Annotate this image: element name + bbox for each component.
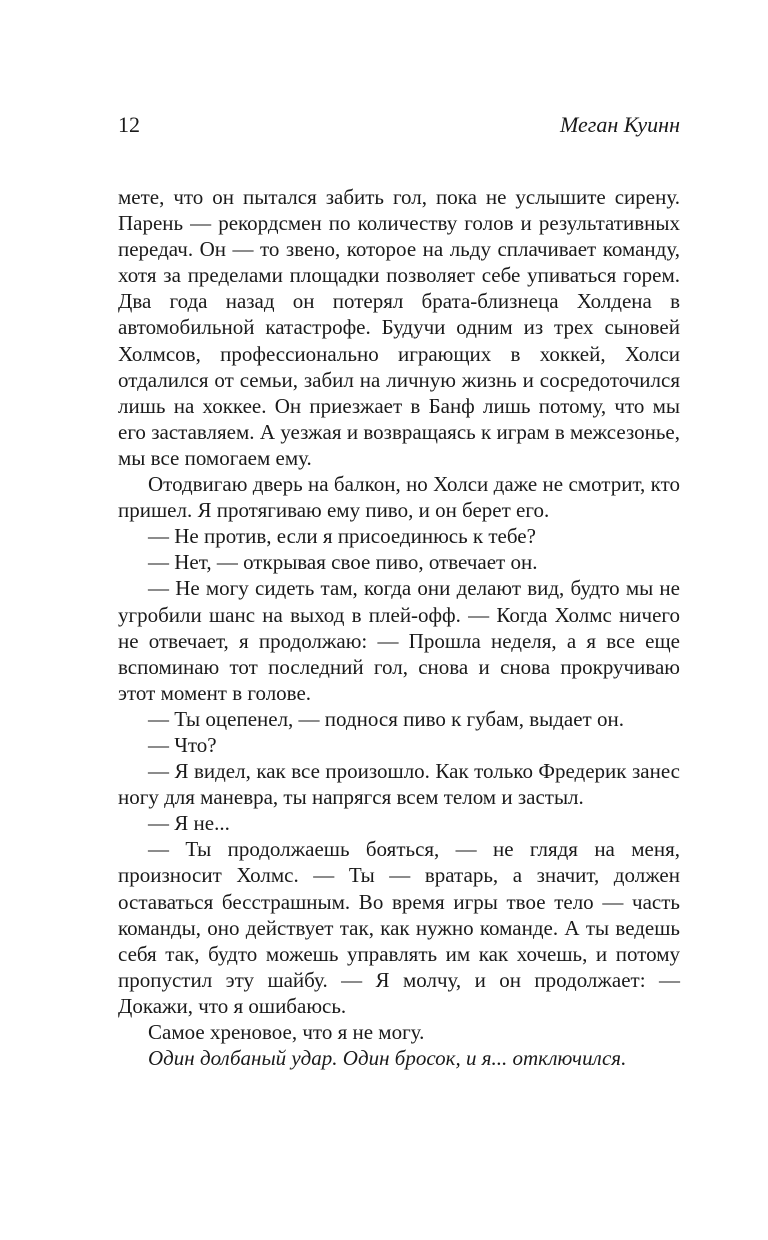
paragraph: мете, что он пытался забить гол, пока не услышите сирену. Парень — рекордсмен по количеству голов и результативных передач. Он — то звено, которое на льду сплачивает команду, хотя за пределами площадки позволяет себе упиваться горем. Два года назад он потерял брата-близнеца Холдена в автомобильной катастрофе. Будучи одним из трех сыновей Холмсов, профессионально играющих в хоккей, Холси отдалился от семьи, забил на личную жизнь и сосредоточился лишь на хоккее. Он приезжает в Банф лишь потому, что мы его заставляем. А уезжая и возвращаясь к играм в межсезонье, мы все помогаем ему. xyxy=(118,185,680,470)
dialogue-line: — Что? xyxy=(148,732,217,757)
dialogue-line: — Не против, если я присоединюсь к тебе? xyxy=(148,524,536,549)
dialogue-line: — Я не... xyxy=(148,811,230,836)
dialogue-line: — Нет, — открывая свое пиво, отвечает он. xyxy=(148,550,538,575)
running-head-author: Меган Куинн xyxy=(559,112,680,137)
dialogue-line: — Ты продолжаешь бояться, — не глядя на меня, произносит Холмс. — Ты — вратарь, а значит, должен оставаться бесстрашным. Во время игры твое тело — часть команды, оно действует так, как нужно команде. А ты ведешь себя так, будто можешь управлять им как хочешь, и потому пропустил эту шайбу. — Я молчу, и он продолжает: — Докажи, что я ошибаюсь. xyxy=(118,837,680,1018)
paragraph: Отодвигаю дверь на балкон, но Холси даже не смотрит, кто пришел. Я протягиваю ему пиво, и он берет его. xyxy=(118,472,680,523)
body-text xyxy=(118,184,680,1071)
dialogue-line: — Ты оцепенел, — поднося пиво к губам, выдает он. xyxy=(148,706,624,731)
dialogue-line: — Я видел, как все произошло. Как только Фредерик занес ногу для маневра, ты напрягся всем телом и застыл. xyxy=(118,759,680,810)
italic-thought: Один долбаный удар. Один бросок, и я... отключился. xyxy=(148,1046,627,1071)
page-number: 12 xyxy=(118,112,140,137)
paragraph: Самое хреновое, что я не могу. xyxy=(148,1020,425,1044)
dialogue-line: — Не могу сидеть там, когда они делают вид, будто мы не угробили шанс на выход в плей-офф. — Когда Холмс ничего не отвечает, я продолжаю: — Прошла неделя, а я все еще вспоминаю тот последний гол, снова и снова прокручиваю этот момент в голове. xyxy=(118,576,680,705)
page-header xyxy=(118,112,680,142)
